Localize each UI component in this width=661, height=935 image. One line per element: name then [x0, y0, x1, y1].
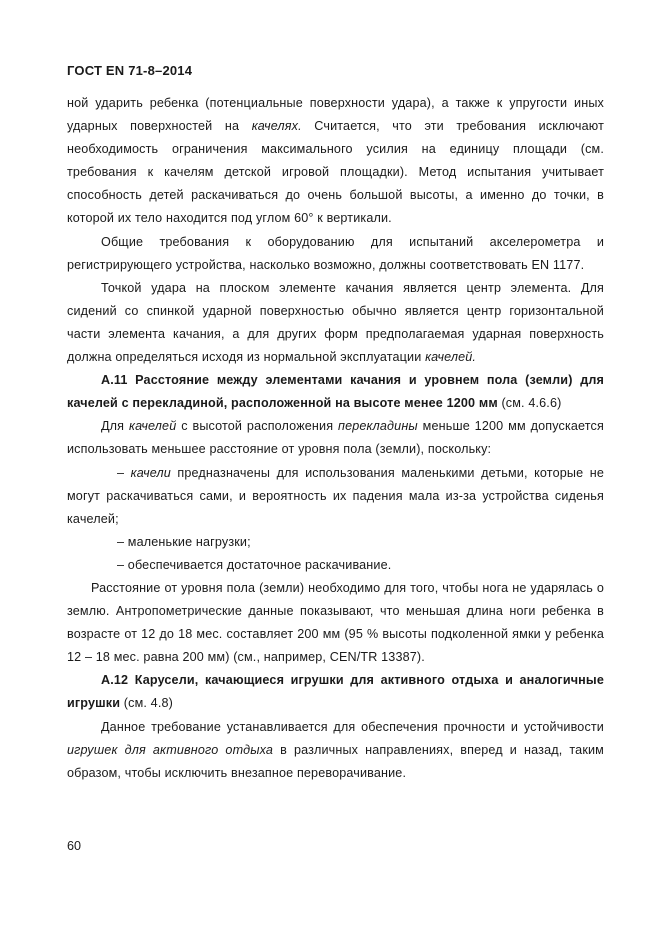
document-body: [67, 92, 604, 785]
italic-term: игрушек для активного отдыха: [67, 742, 274, 757]
paragraph-continuation: [67, 92, 604, 231]
text-run: Точкой удара на плоском элементе качания является центр элемента. Для сидений со спинкой ударной поверхностью обычно является центр горизонтальной части элемента качания, а для других форм предполагаемая ударная поверхность должна определяться исходя из нормальной эксплуатации: [67, 280, 604, 365]
italic-term: качели: [130, 465, 171, 480]
text-run: предназначены для использования маленькими детьми, которые не могут раскачиваться сами, и вероятность их падения мала из-за устройства сиденья качелей;: [67, 465, 604, 526]
paragraph-ground-distance: Расстояние от уровня пола (земли) необходимо для того, чтобы нога не ударялась о землю. Антропометрические данные показывают, что меньшая длина ноги ребенка в возрасте от 12 до 18 мес. составляет 200 мм (95 % высоты подколенной ямки у ребенка 12 – 18 мес. равна 200 мм) (см., например, CEN/TR 13387).: [67, 580, 604, 665]
list-item: – обеспечивается достаточное раскачивание.: [117, 557, 392, 572]
page-number: 60: [67, 839, 82, 853]
text-run: Для: [101, 419, 129, 434]
italic-term: качелей.: [425, 350, 477, 365]
section-heading-a12: [67, 669, 604, 715]
section-reference: (см. 4.8): [120, 696, 173, 711]
text-run: –: [117, 465, 131, 480]
paragraph-stability: [67, 716, 604, 785]
paragraph-equipment-requirements: Общие требования к оборудованию для испытаний акселерометра и регистрирующего устройства, насколько возможно, должны соответствовать EN 1177.: [67, 234, 604, 272]
text-run: в различных направлениях, вперед и назад, таким образом, чтобы исключить внезапное переворачивание.: [67, 742, 604, 780]
text-run: Данное требование устанавливается для обеспечения прочности и устойчивости: [101, 719, 604, 734]
list-item: – маленькие нагрузки;: [117, 534, 251, 549]
section-title: А.11 Расстояние между элементами качания и уровнем пола (земли) для качелей с перекладиной, расположенной на высоте менее 1200 мм: [67, 373, 604, 411]
section-reference: (см. 4.6.6): [497, 396, 562, 411]
paragraph-crossbar-height: [67, 415, 604, 461]
section-heading-a11: [67, 369, 604, 415]
section-title: А.12 Карусели, качающиеся игрушки для активного отдыха и аналогичные игрушки: [67, 673, 604, 711]
italic-term: перекладины: [338, 419, 418, 434]
italic-term: качелях.: [251, 119, 302, 134]
list-item: [67, 462, 604, 531]
text-run: с высотой расположения: [176, 419, 339, 434]
document-header: ГОСТ EN 71-8–2014: [67, 63, 193, 78]
text-run: ной ударить ребенка (потенциальные поверхности удара), а также к упругости иных ударных поверхностей на: [67, 96, 604, 134]
paragraph-impact-point: [67, 277, 604, 369]
text-run: Считается, что эти требования исключают необходимость ограничения максимального усилия на единицу площади (см. требования к качелям детской игровой площадки). Метод испытания учитывает способность детей раскачиваться до очень большой высоты, а именно до точки, в которой их тело находится под углом 60° к вертикали.: [67, 119, 604, 226]
italic-term: качелей: [128, 419, 177, 434]
text-run: меньше 1200 мм допускается использовать меньшее расстояние от уровня пола (земли), поскольку:: [67, 419, 604, 457]
